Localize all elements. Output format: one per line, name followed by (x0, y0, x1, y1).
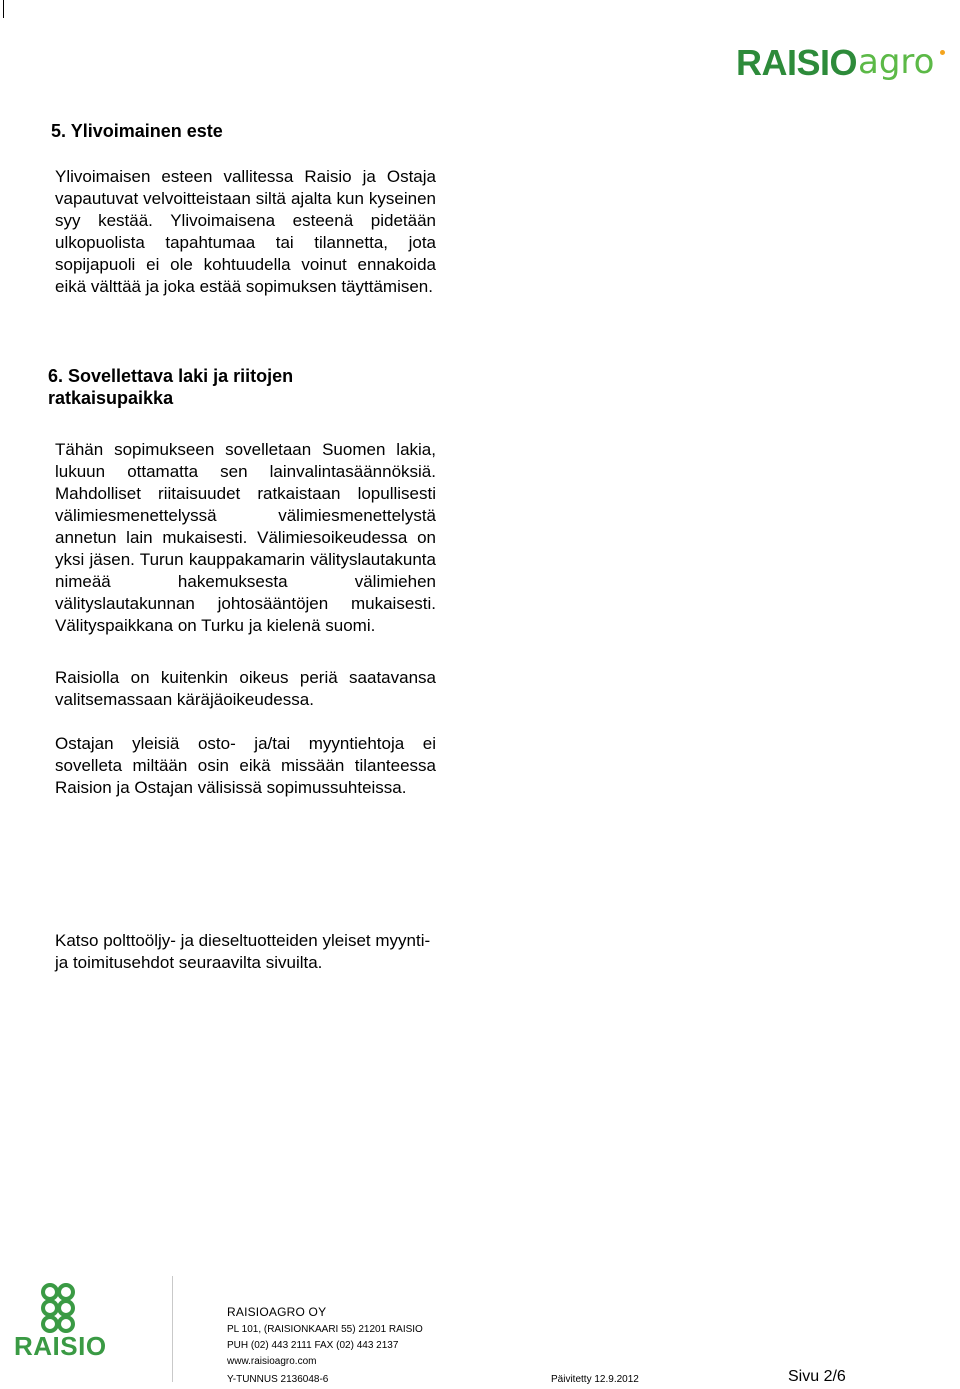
section-6-paragraph-2: Raisiolla on kuitenkin oikeus periä saatavansa valitsemassaan käräjäoikeudessa. (55, 668, 436, 709)
logo-raisio-text: RAISIO (736, 42, 858, 83)
section-5-heading: 5. Ylivoimainen este (51, 121, 223, 141)
raisio-agro-logo (736, 42, 948, 84)
section-6-paragraph-3: Ostajan yleisiä osto- ja/tai myyntiehtoja ei sovelleta miltään osin eikä missään tilanteessa Raision ja Ostajan välisissä sopimussuhteissa. (55, 734, 436, 797)
logo-agro-text: agro (858, 42, 935, 82)
section-5-paragraph: Ylivoimaisen esteen vallitessa Raisio ja Ostaja vapautuvat velvoitteistaan siltä ajalta kun kyseinen syy kestää. Ylivoimaisena esteenä pidetään ulkopuolista tapahtumaa tai tilannetta, jota sopijapuoli ei ole kohtuudella voinut ennakoida eikä välttää ja joka estää sopimuksen täyttämisen. (55, 167, 436, 296)
company-website[interactable]: www.raisioagro.com (227, 1356, 317, 1367)
text-cursor (3, 0, 4, 18)
closing-note: Katso polttoöljy- ja dieseltuotteiden yleiset myynti- ja toimitusehdot seuraavilta sivuilta. (55, 931, 431, 972)
raisio-footer-logo (14, 1283, 110, 1363)
footer-logo-text: RAISIO (14, 1331, 107, 1361)
footer-divider (172, 1276, 173, 1382)
company-phone-fax: PUH (02) 443 2111 FAX (02) 443 2137 (227, 1340, 399, 1351)
section-6-heading-line1: 6. Sovellettava laki ja riitojen (48, 366, 294, 386)
logo-dot (940, 50, 945, 55)
company-address: PL 101, (RAISIONKAARI 55) 21201 RAISIO (227, 1324, 423, 1335)
page-number: Sivu 2/6 (788, 1368, 846, 1385)
company-name: RAISIOAGRO OY (227, 1305, 327, 1319)
updated-date: Päivitetty 12.9.2012 (551, 1374, 639, 1385)
business-id: Y-TUNNUS 2136048-6 (227, 1374, 329, 1385)
section-6-heading-line2: ratkaisupaikka (48, 388, 174, 408)
section-6-paragraph-1: Tähän sopimukseen sovelletaan Suomen lakia, lukuun ottamatta sen lainvalintasäännöksiä. Mahdolliset riitaisuudet ratkaistaan lopullisesti välimiesmenettelyssä välimiesmenettelystä annetun lain mukaisesti. Välimiesoikeudessa on yksi jäsen. Turun kauppakamarin välityslautakunta nimeää hakemuksesta välimiehen välityslautakunnan johtosääntöjen mukaisesti. Välityspaikkana on Turku ja kielenä suomi. (55, 440, 436, 635)
